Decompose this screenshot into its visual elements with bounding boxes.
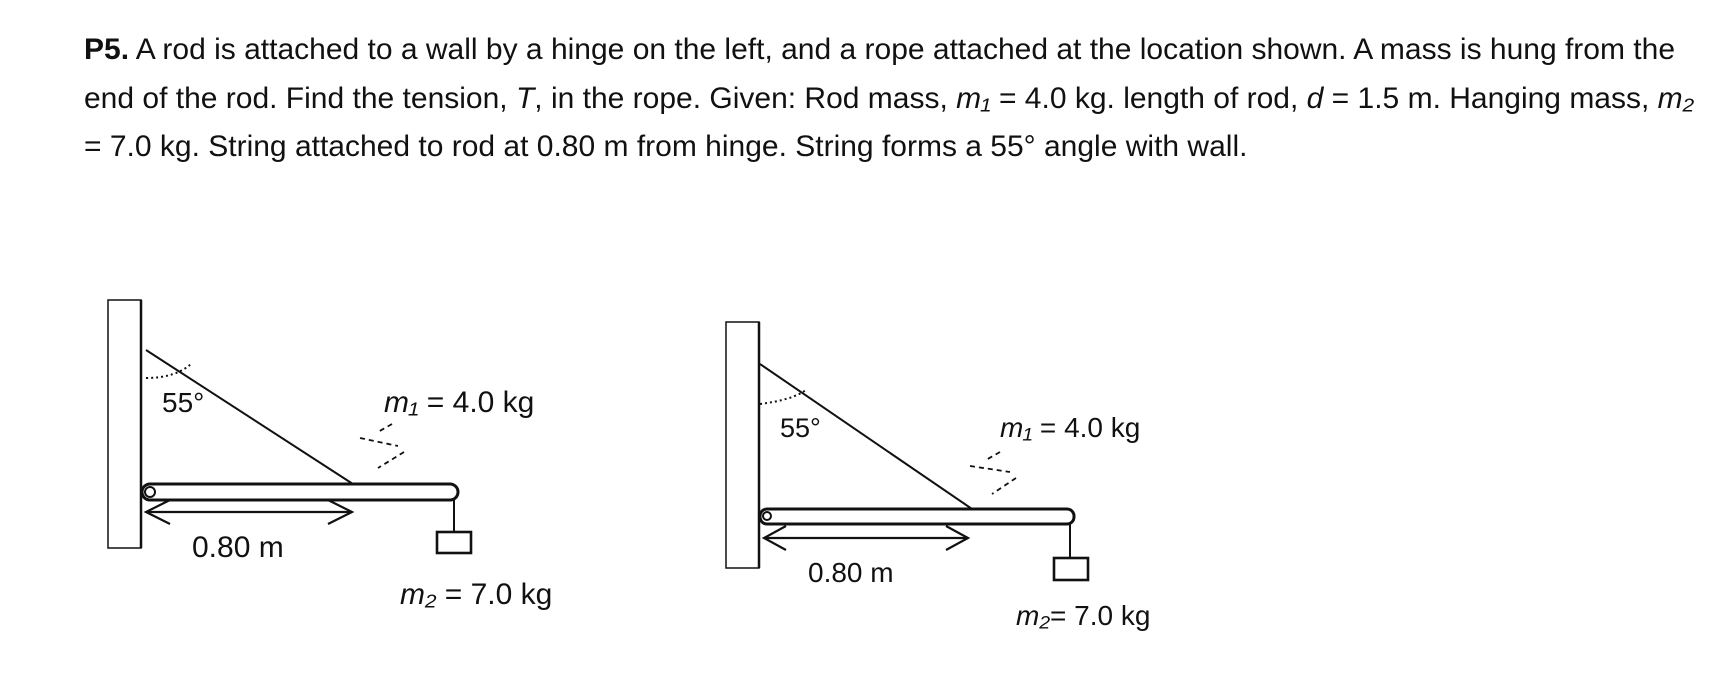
hanging-mass-variable: m₂ [1657, 81, 1695, 115]
brick-wall-left [108, 300, 141, 548]
rod-mass-variable: m₁ [956, 81, 991, 115]
hanging-mass-label-right [1016, 600, 1150, 631]
rod-mass-val-right: = 4.0 kg [1032, 412, 1141, 443]
hanging-mass-right [1054, 558, 1088, 580]
diagram-right [726, 322, 1150, 631]
problem-text-3: = 4.0 kg. length of rod, [990, 81, 1307, 115]
hanging-mass-var-left: m₂ [400, 578, 437, 611]
rod-length-variable: d [1306, 81, 1324, 115]
angle-label-right: 55° [780, 413, 821, 443]
angle-label-left: 55° [162, 387, 205, 418]
problem-text-4: = 1.5 m. Hanging mass, [1323, 81, 1658, 115]
problem-label: P5. [84, 33, 130, 66]
brick-wall-right [726, 322, 759, 568]
problem-text-2: , in the rope. Given: Rod mass, [534, 81, 957, 115]
rod-mass-val-left: = 4.0 kg [418, 386, 535, 419]
distance-label-left: 0.80 m [192, 531, 284, 564]
problem-text-1: A rod is attached to a wall by a hinge on the left, and a rope attached at the location shown. A mass is hung from the end of the rod. Find the tension, [84, 33, 1676, 115]
diagram-left [108, 300, 552, 611]
tension-variable: T [515, 81, 535, 115]
center-of-mass-squiggle-left [360, 424, 404, 468]
hanging-mass-val-left: = 7.0 kg [436, 578, 553, 611]
hinge-right [763, 512, 771, 520]
distance-label-right: 0.80 m [808, 557, 894, 588]
hanging-mass-val-right: = 7.0 kg [1050, 600, 1151, 631]
angle-arc-right [760, 390, 806, 404]
center-of-mass-squiggle-right [970, 452, 1016, 494]
hanging-mass-left [437, 532, 471, 553]
rod-mass-var-left: m₁ [384, 386, 419, 419]
rod-mass-label-right [1000, 412, 1140, 443]
hanging-mass-var-right: m₂ [1016, 600, 1051, 631]
hanging-mass-label-left [400, 578, 552, 611]
rod-left [142, 484, 458, 500]
rod-mass-var-right: m₁ [1000, 412, 1033, 443]
rope-left [146, 350, 356, 486]
hinge-left [145, 487, 155, 497]
rod-right [760, 509, 1074, 524]
rod-mass-label-left [384, 386, 534, 419]
problem-text-5: = 7.0 kg. String attached to rod at 0.80 m from hinge. String forms a 55° angle with wall. [84, 130, 1248, 163]
